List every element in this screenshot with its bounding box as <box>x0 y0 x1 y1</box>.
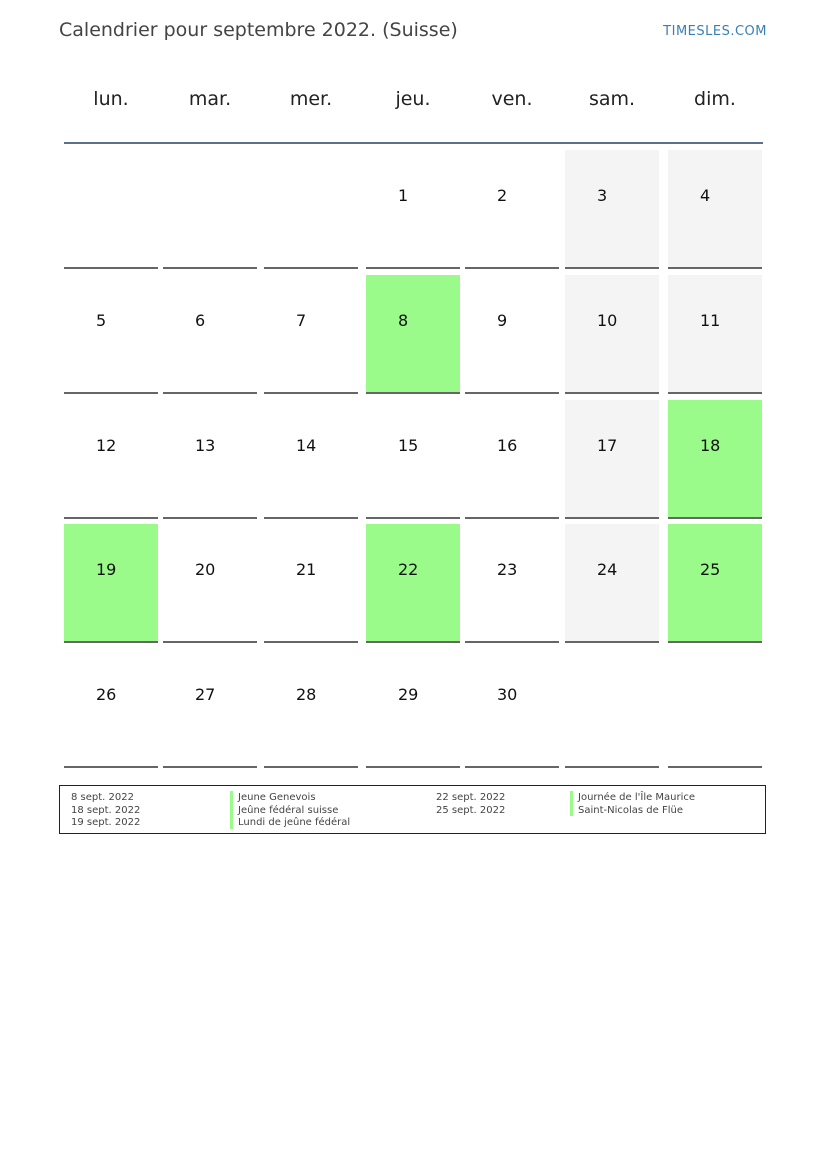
day-number: 28 <box>296 685 317 704</box>
day-number: 17 <box>597 436 618 455</box>
empty-day-cell <box>264 150 358 269</box>
day-number: 2 <box>497 186 508 205</box>
empty-day-cell <box>668 649 762 768</box>
legend-date: 18 sept. 2022 <box>71 804 141 816</box>
day-number: 9 <box>497 311 508 330</box>
page-title: Calendrier pour septembre 2022. (Suisse) <box>59 19 458 41</box>
weekday-header: mar. <box>188 88 232 110</box>
legend-names-left <box>230 791 350 829</box>
day-cell <box>565 275 659 394</box>
day-cell <box>163 400 257 519</box>
weekday-header: lun. <box>93 88 129 110</box>
day-number: 26 <box>96 685 117 704</box>
legend-holiday-name: Jeûne fédéral suisse <box>230 804 350 817</box>
day-number: 27 <box>195 685 216 704</box>
day-number: 7 <box>296 311 307 330</box>
day-number: 23 <box>497 560 518 579</box>
day-cell <box>565 524 659 643</box>
legend-date: 19 sept. 2022 <box>71 817 141 828</box>
legend-holiday-name: Jeune Genevois <box>230 791 350 804</box>
legend-holiday-name: Saint-Nicolas de Flüe <box>570 804 695 817</box>
weekday-header: jeu. <box>395 88 431 110</box>
legend-dates-right <box>436 791 505 816</box>
day-number: 1 <box>398 186 409 205</box>
day-cell <box>64 524 158 643</box>
day-cell <box>366 150 460 269</box>
weekday-header: sam. <box>588 88 636 110</box>
day-cell <box>366 400 460 519</box>
legend-date: 8 sept. 2022 <box>71 792 134 803</box>
day-number: 15 <box>398 436 419 455</box>
legend-dates-left <box>71 791 140 829</box>
day-cell <box>668 400 762 519</box>
day-number: 25 <box>700 560 721 579</box>
day-cell <box>465 524 559 643</box>
day-cell <box>64 275 158 394</box>
day-number: 16 <box>497 436 518 455</box>
day-number: 14 <box>296 436 317 455</box>
day-cell <box>163 649 257 768</box>
day-cell <box>366 649 460 768</box>
day-number: 18 <box>700 436 721 455</box>
day-number: 19 <box>96 560 117 579</box>
day-number: 20 <box>195 560 216 579</box>
day-cell <box>565 150 659 269</box>
legend-date: 22 sept. 2022 <box>436 792 506 803</box>
weekday-header-row <box>64 88 763 120</box>
header-divider <box>64 142 763 144</box>
day-cell <box>264 649 358 768</box>
empty-day-cell <box>163 150 257 269</box>
site-link[interactable]: TIMESLES.COM <box>663 24 767 39</box>
weekday-header: ven. <box>491 88 533 110</box>
empty-day-cell <box>565 649 659 768</box>
day-cell <box>264 400 358 519</box>
day-number: 22 <box>398 560 419 579</box>
legend-names-right <box>570 791 695 816</box>
day-cell <box>668 150 762 269</box>
day-cell <box>264 524 358 643</box>
day-cell <box>163 275 257 394</box>
weekday-header: mer. <box>289 88 333 110</box>
day-cell <box>264 275 358 394</box>
day-cell <box>64 400 158 519</box>
day-number: 24 <box>597 560 618 579</box>
day-number: 4 <box>700 186 711 205</box>
empty-day-cell <box>64 150 158 269</box>
weekday-header: dim. <box>694 88 736 110</box>
day-number: 30 <box>497 685 518 704</box>
day-cell <box>668 275 762 394</box>
day-number: 10 <box>597 311 618 330</box>
day-number: 13 <box>195 436 216 455</box>
legend-date: 25 sept. 2022 <box>436 804 506 816</box>
day-cell <box>465 275 559 394</box>
day-number: 12 <box>96 436 117 455</box>
legend-holiday-name: Lundi de jeûne fédéral <box>230 816 350 829</box>
day-number: 6 <box>195 311 206 330</box>
day-cell <box>465 400 559 519</box>
holiday-legend <box>59 785 766 834</box>
day-cell <box>465 150 559 269</box>
legend-holiday-name: Journée de l'Île Maurice <box>570 791 695 804</box>
day-number: 5 <box>96 311 107 330</box>
day-number: 8 <box>398 311 409 330</box>
day-cell <box>366 524 460 643</box>
day-number: 21 <box>296 560 317 579</box>
day-cell <box>366 275 460 394</box>
day-number: 29 <box>398 685 419 704</box>
day-number: 11 <box>700 311 721 330</box>
day-cell <box>565 400 659 519</box>
day-cell <box>64 649 158 768</box>
day-cell <box>163 524 257 643</box>
day-number: 3 <box>597 186 608 205</box>
day-cell <box>465 649 559 768</box>
day-cell <box>668 524 762 643</box>
